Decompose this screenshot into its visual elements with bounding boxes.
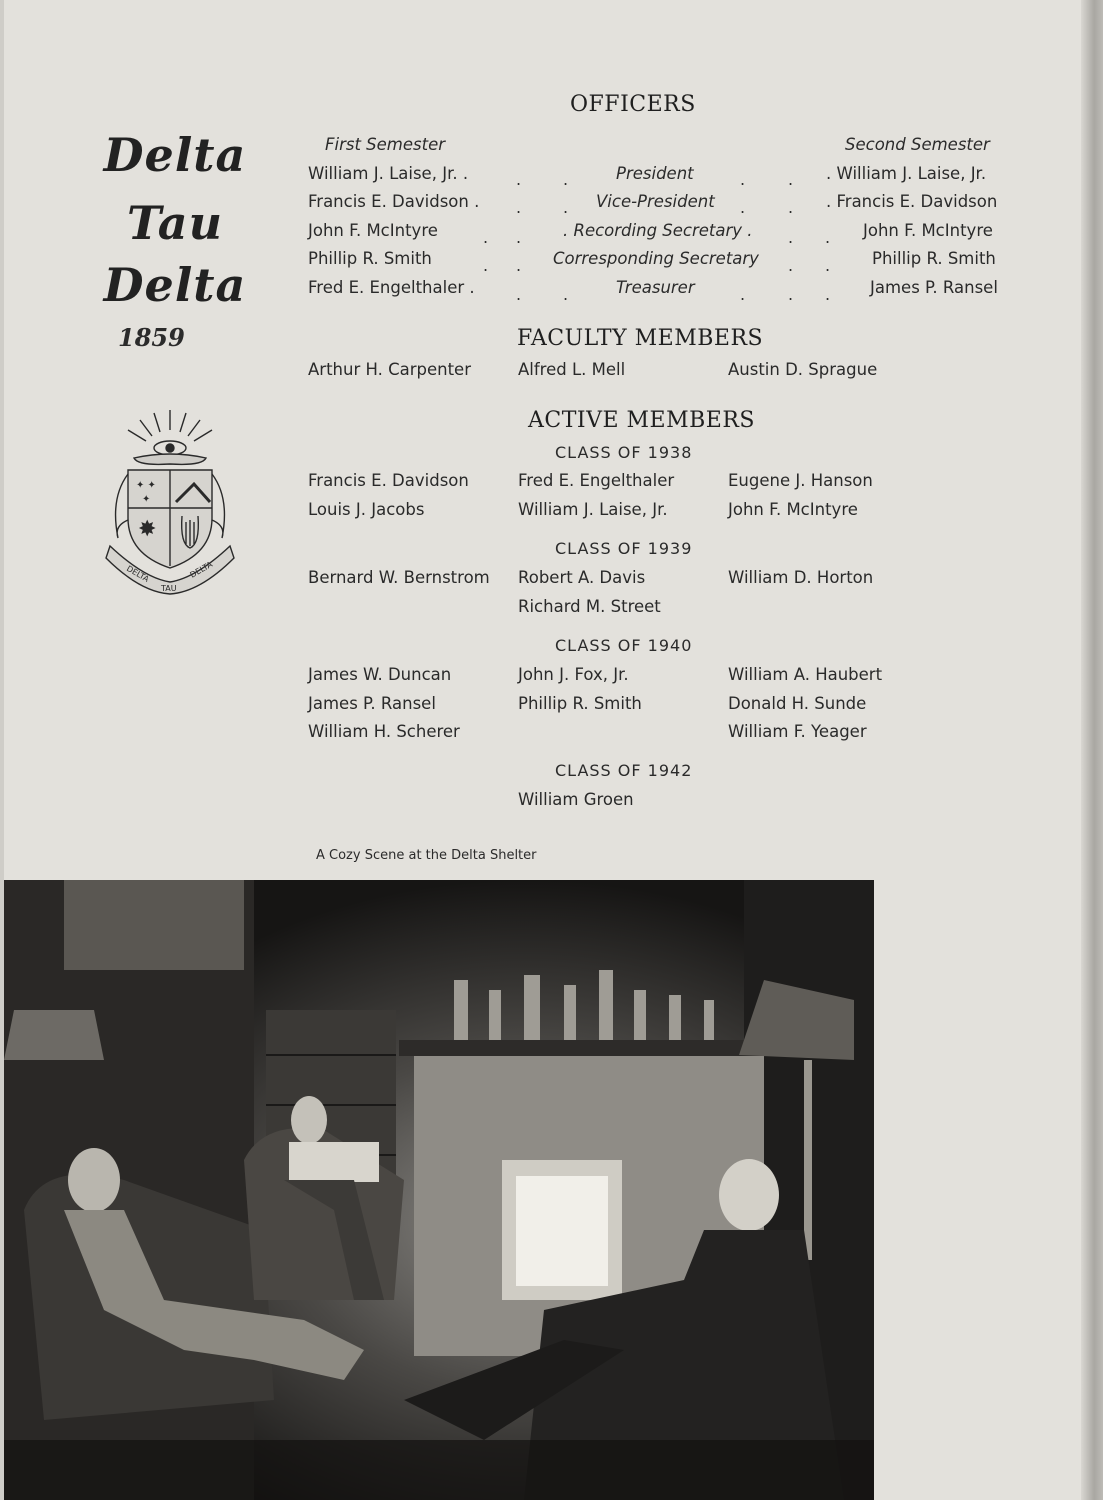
svg-text:✦ ✦: ✦ ✦ [136, 480, 156, 491]
member-1938-2: Fred E. Engelthaler [518, 471, 675, 490]
member-1940-1: James W. Duncan [308, 665, 452, 684]
member-1938-6: John F. McIntyre [728, 500, 858, 519]
class-1942-label: CLASS OF 1942 [555, 761, 693, 780]
svg-text:✸: ✸ [138, 517, 157, 542]
faculty-heading: FACULTY MEMBERS [517, 326, 764, 351]
office-5: Treasurer [616, 278, 695, 297]
officer-second-2: . Francis E. Davidson [826, 192, 998, 211]
officer-first-4: Phillip R. Smith [308, 249, 432, 268]
title-tau: Tau [126, 196, 224, 250]
member-1940-8: William F. Yeager [728, 722, 867, 741]
class-1938-label: CLASS OF 1938 [555, 443, 693, 462]
crest-word-2: TAU [161, 584, 177, 593]
member-1939-1: Bernard W. Bernstrom [308, 568, 490, 587]
faculty-name-2: Alfred L. Mell [518, 360, 626, 379]
member-1939-2: Robert A. Davis [518, 568, 646, 587]
officers-heading: OFFICERS [570, 92, 696, 117]
office-4: Corresponding Secretary [553, 249, 759, 268]
class-1939-label: CLASS OF 1939 [555, 539, 693, 558]
officer-first-2: Francis E. Davidson . [308, 192, 480, 211]
member-1940-4: James P. Ransel [308, 694, 436, 713]
office-1: President [616, 164, 694, 183]
title-delta-1: Delta [103, 128, 247, 182]
officer-second-3: John F. McIntyre [863, 221, 993, 240]
living-room-photo [4, 880, 874, 1500]
page-binding-edge [1081, 0, 1103, 1500]
crest-word-3: DELTA [188, 559, 215, 580]
member-1939-3: William D. Horton [728, 568, 874, 587]
member-1940-6: Donald H. Sunde [728, 694, 867, 713]
class-1940-label: CLASS OF 1940 [555, 636, 693, 655]
active-heading: ACTIVE MEMBERS [528, 408, 755, 433]
title-delta-2: Delta [103, 258, 247, 312]
member-1938-1: Francis E. Davidson [308, 471, 469, 490]
member-1938-5: William J. Laise, Jr. [518, 500, 668, 519]
office-2: Vice-President [596, 192, 715, 211]
member-1939-4: Richard M. Street [518, 597, 661, 616]
founded-year: 1859 [118, 323, 185, 352]
member-1940-3: William A. Haubert [728, 665, 883, 684]
member-1938-4: Louis J. Jacobs [308, 500, 425, 519]
officer-first-1: William J. Laise, Jr. . [308, 164, 469, 183]
member-1938-3: Eugene J. Hanson [728, 471, 873, 490]
officer-second-5: James P. Ransel [870, 278, 998, 297]
member-1940-7: William H. Scherer [308, 722, 460, 741]
second-semester-label: Second Semester [845, 135, 990, 154]
office-3: . Recording Secretary . [563, 221, 753, 240]
officer-second-1: . William J. Laise, Jr. [826, 164, 987, 183]
crest-word-1: DELTA [125, 563, 151, 584]
officer-second-4: Phillip R. Smith [872, 249, 996, 268]
member-1942-1: William Groen [518, 790, 634, 809]
member-1940-2: John J. Fox, Jr. [518, 665, 629, 684]
fraternity-crest-icon [104, 408, 236, 598]
officer-first-5: Fred E. Engelthaler . [308, 278, 475, 297]
officer-first-3: John F. McIntyre [308, 221, 438, 240]
member-1940-5: Phillip R. Smith [518, 694, 642, 713]
first-semester-label: First Semester [325, 135, 446, 154]
photo-caption: A Cozy Scene at the Delta Shelter [316, 848, 537, 863]
svg-text:✦: ✦ [142, 494, 151, 505]
faculty-name-3: Austin D. Sprague [728, 360, 878, 379]
faculty-name-1: Arthur H. Carpenter [308, 360, 471, 379]
